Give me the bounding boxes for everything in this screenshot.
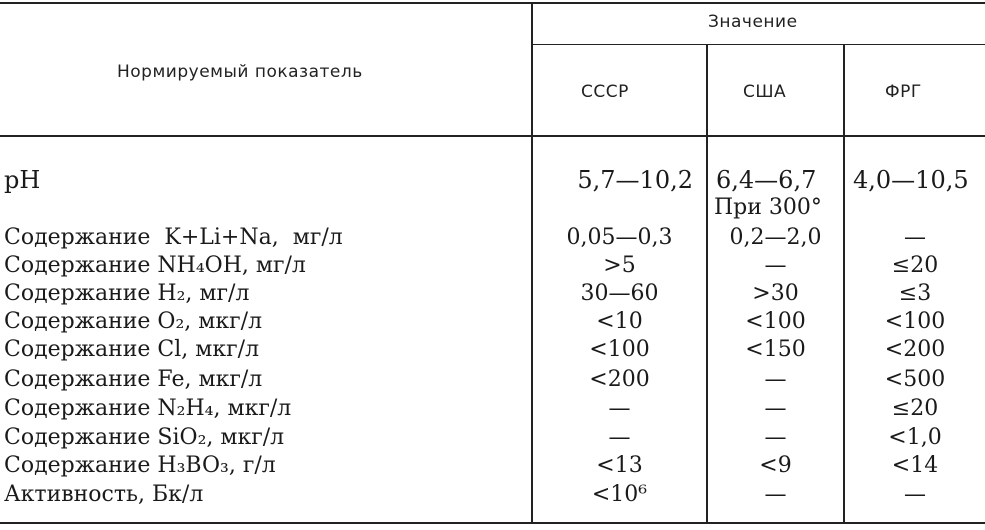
table-row [0, 395, 985, 423]
row-value-usa: — [764, 396, 787, 421]
row-parameter: Содержание K+Li+Na, мг/л [4, 225, 343, 250]
row-parameter: pH [4, 166, 41, 194]
row-value-frg: <100 [884, 309, 946, 334]
row-parameter: Содержание SiO₂, мкг/л [4, 425, 285, 450]
row-value-ussr: <100 [589, 337, 650, 362]
table-row [0, 336, 985, 364]
header-value: Значение [708, 12, 798, 32]
row-value-ussr: 5,7—10,2 [577, 166, 693, 194]
row-value-usa: >30 [752, 281, 799, 306]
table-top-rule [0, 2, 985, 4]
row-value-usa: <150 [745, 337, 806, 362]
table-row [0, 366, 985, 394]
row-value-ussr: — [608, 396, 631, 421]
row-value-frg: <500 [884, 367, 946, 392]
row-value-ussr: 0,05—0,3 [566, 225, 673, 250]
row-value-usa: — [764, 367, 787, 392]
row-value-frg: — [904, 482, 926, 507]
row-parameter: Содержание H₂, мг/л [4, 281, 250, 306]
table-row [0, 481, 985, 509]
header-bottom-rule [0, 135, 985, 137]
row-value-frg: <1,0 [888, 425, 942, 450]
row-value-usa: 0,2—2,0 [729, 225, 822, 250]
row-value-usa: — [764, 253, 787, 278]
row-value-ussr: <200 [589, 367, 650, 392]
row-parameter: Содержание N₂H₄, мкг/л [4, 396, 292, 421]
row-parameter: Активность, Бк/л [4, 482, 204, 507]
row-value-frg: — [904, 225, 926, 250]
table-row [0, 252, 985, 280]
row-parameter: Содержание H₃BO₃, г/л [4, 453, 276, 478]
table-row [0, 424, 985, 452]
row-value-usa: <9 [759, 453, 792, 478]
row-parameter: Содержание O₂, мкг/л [4, 309, 263, 334]
row-value-ussr: 30—60 [580, 281, 659, 306]
value-subheader-rule [533, 44, 985, 45]
row-value-frg: <14 [891, 453, 939, 478]
table-row [0, 280, 985, 308]
row-value-frg: ≤20 [891, 253, 939, 278]
table-bottom-rule [0, 522, 985, 524]
row-value-ussr: >5 [603, 253, 636, 278]
table-row [0, 224, 985, 252]
row-value-usa: <100 [745, 309, 806, 334]
row-value-usa: — [764, 425, 787, 450]
header-country-ussr: СССР [581, 82, 629, 102]
header-country-frg: ФРГ [885, 82, 922, 102]
row-value-frg: ≤20 [891, 396, 939, 421]
row-parameter: Содержание Cl, мкг/л [4, 337, 260, 362]
row-value-ussr: <10⁶ [591, 482, 648, 507]
row-value-usa: 6,4—6,7 [716, 166, 817, 194]
row-parameter: Содержание NH₄OH, мг/л [4, 253, 306, 278]
header-parameter: Нормируемый показатель [117, 62, 363, 82]
header-country-usa: США [743, 82, 787, 102]
row-value-ussr: — [608, 425, 631, 450]
row-value-ussr: <10 [596, 309, 643, 334]
row-value-usa: — [764, 482, 787, 507]
table-row [0, 452, 985, 480]
table-row [0, 166, 985, 194]
ph-temperature-note: При 300° [714, 195, 822, 220]
table-row [0, 308, 985, 336]
row-value-frg: ≤3 [898, 281, 932, 306]
row-value-ussr: <13 [596, 453, 643, 478]
row-parameter: Содержание Fe, мкг/л [4, 367, 263, 392]
row-value-frg: <200 [884, 337, 946, 362]
row-value-frg: 4,0—10,5 [853, 166, 969, 194]
